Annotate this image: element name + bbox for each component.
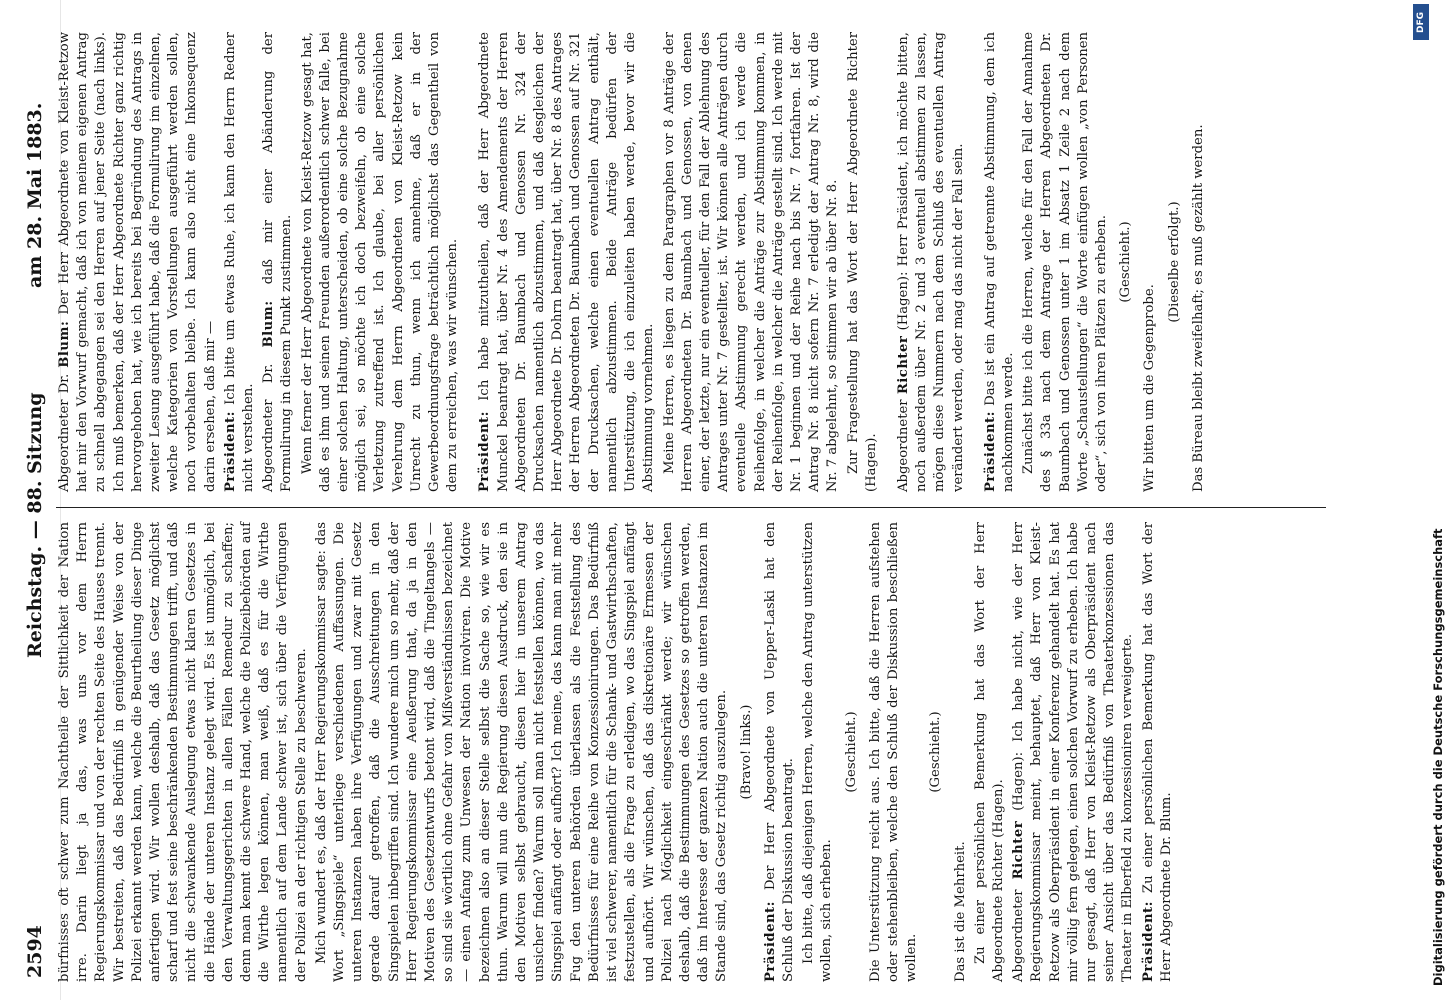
paragraph: Präsident: Zu einer persönlichen Bemerkung hat das Wort der Herr Abgeordnete Dr. Blum. (1140, 522, 1174, 982)
paragraph: Die Unterstützung reicht aus. Ich bitte, daß die Herren aufstehen oder stehenbleiben, welche den Schluß der Diskussion beschließen wollen. (867, 522, 920, 982)
paragraph: Präsident: Das ist ein Antrag auf getrennte Abstimmung, dem ich nachkommen werde. (982, 32, 1016, 492)
paragraph: Wir bitten um die Gegenprobe. (1142, 284, 1158, 492)
paragraph: bürfnisses oft schwer zum Nachtheile der Sittlichkeit der Nation irre. Darin liegt ja das, was uns vor dem Herrn Regierungskommissar und von der rechten Seite des Hauses trennt. Wir bestreiten, daß das Bedürfniß in genügender Weise von der Polizei erkannt werden kann, welche die Beurtheilung dieser Dinge anfertigen wird. Wir wollen deshalb, daß das Gesetz möglichst scharf und fest seine beschränkenden Bestimmungen trifft, und daß nicht die schwankende Auslegung etwas nicht klaren Gesetzes in die Hände der unteren Instanz gelegt wird. Es ist unmöglich, bei den Verwaltungsgerichten in allen Fällen Remedur zu schaffen; denn man kennt die schwere Hand, welche die Polizeibehörden auf die Wirthe legen können, man weiß, daß es für die Wirthe namentlich auf dem Lande schwer ist, sich über die Verfügungen der Polizei an der richtigen Stelle zu beschweren. (57, 522, 309, 982)
dfg-logo: DFG (1413, 4, 1429, 40)
paragraph: Mich wundert es, daß der Herr Regierungskommissar sagte: das Wort „Singspiele“ unterliege verschiedenen Auffassungen. Die unteren Instanzen haben ihre Verfügungen und zwar mit Gesetz gerade darauf getroffen, daß die Ausschreitungen in den Singspielen inbegriffen sind. Ich wundere mich um so mehr, daß der Herr Regierungskommissar eine Aeußerung that, da ja in den Motiven des Gesetzentwurfs betont wird, daß die Tingeltangels — so sind sie wörtlich ohne Gefahr von Mißverständnissen bezeichnet — einen Anfang zum Unwesen der Nation involviren. Die Motive bezeichnen also an dieser Stelle selbst die Sache so, wie wir es thun. Warum will nun die Regierung diesen Ausdruck, den sie in den Motiven selbst gebraucht, diesen hier in unserem Antrag unsicher finden? Warum soll man nicht feststellen können, wo das Singspiel anfängt oder aufhört? Ich meine, das kann man mit mehr Fug den unteren Behörden überlassen als die Feststellung des Bedürfnisses für eine Reihe von Konzessionirungen. Das Bedürfniß ist viel schwerer, namentlich für die Schank- und Gastwirthschaften, festzustellen, als die Frage zu erledigen, wo das Singspiel anfängt und aufhört. Wir wünschen, daß das diskretionäre Ermessen der Polizei nach Möglichkeit eingeschränkt werde; wir wünschen deshalb, daß die Bestimmungen des Gesetzes so getroffen werden, daß im Interesse der ganzen Nation auch die unteren Instanzen im Stande sind, das Gesetz richtig auszulegen. (313, 522, 730, 982)
speaker-name: Präsident: (1140, 900, 1156, 982)
paragraph: Wenn ferner der Herr Abgeordnete von Kleist-Retzow gesagt hat, daß es ihm und seinen Freunden außerordentlich schwer falle, bei einer solchen Haltung, unterscheiden, ob eine solche Bezugnahme möglich sei, so möchte ich doch bezweifeln, ob eine solche Verletzung zutreffend ist. Ich glaube, bei aller persönlichen Verehrung dem Herrn Abgeordneten von Kleist-Retzow kein Unrecht zu thun, wenn ich annehme, daß er in der Gewerbeordnungsfrage beträchtlich möglichst das Gegentheil von dem zu erreichen, was wir wünschen. (299, 32, 461, 492)
funding-sidebar (1412, 0, 1445, 1000)
speaker-name: Blum: (57, 320, 72, 368)
funding-note: Digitalisierung gefördert durch die Deutsche Forschungsgemeinschaft (1431, 528, 1445, 986)
paragraph: Zunächst bitte ich die Herren, welche für den Fall der Annahme des § 33a nach dem Antrage der Herren Abgeordneten Dr. Baumbach und Genossen unter 1 im Absatz 1 Zeile 2 nach dem Worte „Schaustellungen“ die Worte einfügen wollen „von Personen oder“, sich von ihren Plätzen zu erheben. (1021, 32, 1109, 492)
stage-direction: (Geschieht.) (1118, 221, 1134, 303)
paragraph: Zu einer persönlichen Bemerkung hat das Wort der Herr Abgeordnete Richter (Hagen). (972, 522, 1006, 982)
left-column (56, 522, 1386, 982)
page-header (18, 40, 52, 978)
page-number: 2594 (24, 925, 46, 978)
stage-direction: (Dieselbe erfolgt.) (1166, 201, 1182, 323)
speaker-name: Präsident: (982, 410, 998, 492)
text-columns (56, 32, 1386, 982)
paragraph: Zur Fragestellung hat das Wort der Herr Abgeordnete Richter (Hagen). (845, 32, 879, 492)
speaker-name: Präsident: (762, 900, 778, 982)
speaker-name: Präsident: (222, 410, 238, 492)
paragraph-gap (464, 32, 476, 492)
right-column (56, 32, 1386, 492)
stage-direction: (Bravo! links.) (738, 704, 754, 800)
paragraph: Abgeordneter Richter (Hagen): Ich habe nicht, wie der Herr Regierungskommissar meint, behauptet, daß Herr von Kleist-Retzow als Oberpräsident in einer Konferenz gehandelt hat. Es hat mir völlig fern gelegen, einen solchen Vorwurf zu erheben. Ich habe nur gesagt, daß Herr von Kleist-Retzow als Oberpräsident nach seiner Ansicht über das Bedürfniß von Theaterkonzessionen das Theater in Elberfeld zu konzessioniren verweigerte. (1011, 522, 1136, 982)
paragraph: Ich bitte, daß diejenigen Herren, welche den Antrag unterstützen wollen, sich erheben. (801, 522, 835, 982)
paragraph: Abgeordneter Dr. Blum: Der Herr Abgeordnete von Kleist-Retzow hat mir den Vorwurf gemacht, daß ich von meinem eigenen Antrag zu schnell abgegangen sei den Herren auf jener Seite (nach links). Ich muß bemerken, daß der Herr Abgeordnete Richter ganz richtig hervorgehoben hat, wie ich bereits bei Begründung des Antrags in zweiter Lesung ausgeführt habe, daß die Formulirung im einzelnen, welche Kategorien von Vorstellungen ausgeführt werden sollen, noch vorbehalten bleibe. Ich kann also nicht eine Inkonsequenz darin ersehen, daß mir — (57, 32, 218, 492)
speaker-name: Richter (1011, 820, 1027, 880)
running-title: Reichstag. — 88. Sitzung (24, 392, 46, 658)
paragraph: Präsident: Ich bitte um etwas Ruhe, ich kann den Herrn Redner nicht verstehen. (222, 32, 257, 492)
paragraph: Das Büreau bleibt zweifelhaft; es muß gezählt werden. (1190, 124, 1206, 492)
paragraph: Präsident: Ich habe mitzutheilen, daß der Herr Abgeordnete Munckel beantragt hat, über Nr. 4 des Amendements der Herren Abgeordneten Dr. Baumbach und Genossen Nr. 324 der Drucksachen namentlich abzustimmen, und daß desgleichen der Herr Abgeordnete Dr. Dohrn beantragt hat, über Nr. 8 des Antrages der Herren Abgeordneten Dr. Baumbach und Genossen auf Nr. 321 der Drucksachen, welche einen eventuellen Antrag enthält, namentlich abzustimmen. Beide Anträge bedürfen der Unterstützung, die ich einzuleiten haben werde, bevor wir die Abstimmung vornehmen. (477, 32, 657, 492)
paragraph: Meine Herren, es liegen zu dem Paragraphen vor 8 Anträge der Herren Abgeordneten Dr. Baumbach und Genossen, von denen einer, der letzte, nur ein eventueller, für den Fall der Ablehnung des Antrages unter Nr. 7 gestellter, ist. Wir können alle Anträgen durch eventuelle Abstimmung gerecht werden, und ich werde die Reihenfolge, in welcher die Anträge zur Abstimmung kommen, in der Reihenfolge, in welcher die Anträge gestellt sind. Ich werde mit Nr. 1 beginnen und der Reihe nach bis Nr. 7 fortfahren. Ist der Antrag Nr. 8 nicht sofern Nr. 7 erledigt der Antrag Nr. 8, wird die Nr. 7 abgelehnt, so stimmen wir ab über Nr. 8. (661, 32, 841, 492)
paragraph: Abgeordneter Dr. Blum: daß mir einer Abänderung der Formulirung in diesem Punkt zustimmen. (261, 32, 295, 492)
paragraph: Das ist die Mehrheit. (952, 841, 968, 982)
paragraph: Abgeordneter Richter (Hagen): Herr Präsident, ich möchte bitten, noch außerdem über Nr. 2 und 3 eventuell abstimmen zu lassen, mögen diese Nummern nach dem Schluß des eventuellen Antrag verändert werden, oder mag das nicht der Fall sein. (895, 32, 966, 492)
column-divider (56, 507, 1326, 508)
paragraph: Präsident: Der Herr Abgeordnete von Uepper-Laski hat den Schluß der Diskussion beantragt. (762, 522, 796, 982)
stage-direction: (Geschieht.) (843, 711, 859, 793)
paragraph-gap (970, 32, 982, 492)
stage-direction: (Geschieht.) (928, 711, 944, 793)
speaker-name: Blum: (261, 300, 277, 348)
speaker-name: Richter (895, 335, 911, 395)
session-date: am 28. Mai 1883. (24, 102, 46, 288)
speaker-name: Präsident: (477, 410, 493, 492)
paragraph-gap (883, 32, 895, 492)
